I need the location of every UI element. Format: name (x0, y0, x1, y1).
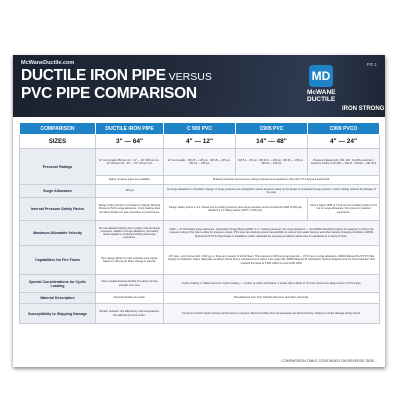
title-versus: VERSUS (165, 71, 212, 83)
table-cell: C900 — 07 eliminated surge allowance. Hydrostatic Design Basis (HDB) / 2.0 = working pressure. No surge allowance — the AWWA Standards require the designer to reduce the pressure rating of the pipe to allow for pressure surges. PVC pipe has relatively poorer susceptibility to rupture from water hammer and other velocity changing conditions. AWWA Manual M-23 'PVC Pipe Design & Installation' states 'adequate for operating conditions where flow is maintained at or below 2 ft/sec'. (164, 221, 380, 246)
table-row-pressure-ratings (20, 149, 380, 176)
table-cell: No max allowed velocity due to higher internal design pressures, addition of surge allowance, and safety factor applied to combined working and surge pressures. (96, 221, 164, 246)
row-label: Pressure Ratings (20, 149, 96, 185)
title-line-2: PVC PIPE COMPARISON (21, 85, 197, 102)
title-line-1 (21, 67, 212, 85)
table-cell: 4-8" pipe - and fruit set with 1,000 g.p.m. flows at a velocity of 16.34 ft/sec. This requires to 518 psi surge potential — PVC has no surge allowance. AWWA Manual M-23 'PVC Pipe Design & Installation' states 'adequate conditions where flow is maintained at or below 2 fps (page 54). AWWA Manual 31 'Distribution System Requirements for Fire Protection' lists required fire flows at 2,500 GPM min and 3,000 GPM. (164, 246, 380, 275)
mcwane-logo (306, 65, 385, 115)
table-cell: 3" — 64" (96, 135, 164, 149)
sheet-header (13, 55, 385, 117)
table-cell: None needed because Ductile Iron does not lose strength over time. (96, 275, 164, 293)
row-label: Special Considerations for Cyclic Loading (20, 275, 96, 293)
table-cell: Design Safety Factor is 2.0 based on Design Working Pressure PLUS surge allowance. Cyclic loading does not affect ductile iron pipe properties or performance. (96, 198, 164, 221)
table-row-max-velocity (20, 221, 380, 246)
table-row-sizes (20, 135, 380, 149)
continued-note: COMPARISON TABLE CONTINUED ON REVERSE SIDE... (281, 359, 377, 363)
table-cell: Pipe design allows for high velocities plus surges based on 100 psi per ft/sec change in velocity. (96, 246, 164, 275)
logo-wordmark (307, 89, 336, 103)
table-header-row (20, 123, 380, 135)
comparison-table (19, 122, 380, 324)
table-cell: Higher pressure pipes are available. (96, 176, 164, 185)
row-label: Susceptibility to Shipping Damage (20, 304, 96, 324)
table-cell: Design Safety Factor is 2.0. Stress due to working pressure plus surge pressure cannot exceed the HDB (4,000 psi) divided by 2.0 Safety Factor (HDS = 2,000 psi). (164, 198, 308, 221)
table-cell: 4" — 12" (164, 135, 236, 149)
table-row-cyclic-loading (20, 275, 380, 293)
logo-line-1: McWANE (307, 89, 336, 96)
row-label: Surge Allowance (20, 185, 96, 198)
table-cell: 12" and smaller · DR 25 — 165 psi · DR 18 — 235 psi · DR 14 — 305 psi (164, 149, 236, 176)
table-row-fire-flows (20, 246, 380, 275)
table-cell: DR 51 — 80 psi · DR 32.5 — 125 psi · DR 25 — 165 psi · DR 18 — 235 psi (236, 149, 308, 176)
table-cell: 14" — 48" (236, 135, 308, 149)
table-cell: Material properties and pressure ratings reduced at temperatures other than 73.4 degrees Fahrenheit. (164, 176, 380, 185)
page-number: PG 1 (366, 62, 377, 67)
table-cell: 100 psi (96, 185, 164, 198)
md-logo-icon: MD (309, 65, 333, 87)
row-label: Capabilities for Fire Flows (20, 246, 96, 275)
row-label: SIZES (20, 135, 96, 149)
table-row-material (20, 293, 380, 304)
table-cell: No surge allowance is included in design. If surge pressures are anticipated, reduce pressure rating by the design or anticipated surge pressure. Cyclic loading reduces the lifespan of the pipe. (164, 185, 380, 198)
table-cell: Uses a higher HDB of 7,100 psi and a Safety Factor of 2.5 but no surge allowance. Not proven in practical experience. (308, 198, 380, 221)
column-header-c909: C909 PVCO (308, 123, 380, 135)
table-cell: Pressure Classes 100, 150, 200 · No DRs used but it would be similar to PC100 — DR 47 · PC200 — DR 23.5 (308, 149, 380, 176)
table-row-surge-allowance (20, 185, 380, 198)
table-cell: Recycled ductile iron scrap. (96, 293, 164, 304)
column-header-ductile-iron: DUCTILE IRON PIPE (96, 123, 164, 135)
column-header-c900: C 900 PVC (164, 123, 236, 135)
table-cell: 10 percent scratch depth reduces performance to rejection. Becomes brittle when temperatures are below freezing. Subject to stroke damage during transit. (164, 304, 380, 324)
table-cell: 12" and smaller 350 psi min · 14" — 20" 250 psi min · 24" 200 psi min · 30" — 64" 150 psi min (96, 149, 164, 176)
table-row-safety-factor (20, 198, 380, 221)
table-row-shipping-damage (20, 304, 380, 324)
website-link[interactable]: McWaneDuctile.com (21, 60, 75, 66)
column-header-c905: C905 PVC (236, 123, 308, 135)
row-label: Internal Pressure Safety Factor (20, 198, 96, 221)
row-label: Material Description (20, 293, 96, 304)
column-header-comparison: COMPARISON (20, 123, 96, 135)
logo-line-2: DUCTILE (307, 96, 336, 103)
title-part-1: DUCTILE IRON PIPE (21, 67, 166, 84)
comparison-sheet (13, 55, 385, 367)
row-label: Maximum Allowable Velocity (20, 221, 96, 246)
table-cell: 4" — 24" (308, 135, 380, 149)
table-cell: Scratch resistant. Not affected by cold temperatures. Not affected by truck stroke. (96, 304, 164, 324)
table-cell: Manufactured from Vinyl Chloride Monomer and other chemicals. (164, 293, 380, 304)
table-cell: 'Cyclic Loading' or 'Water Hammer' Cyclic Loading — number of cycles until failure. A socket with a depth of .01 inch reduces the fatigue factor of PVC pipes. (164, 275, 380, 293)
logo-tagline: IRON STRONG (342, 106, 385, 112)
